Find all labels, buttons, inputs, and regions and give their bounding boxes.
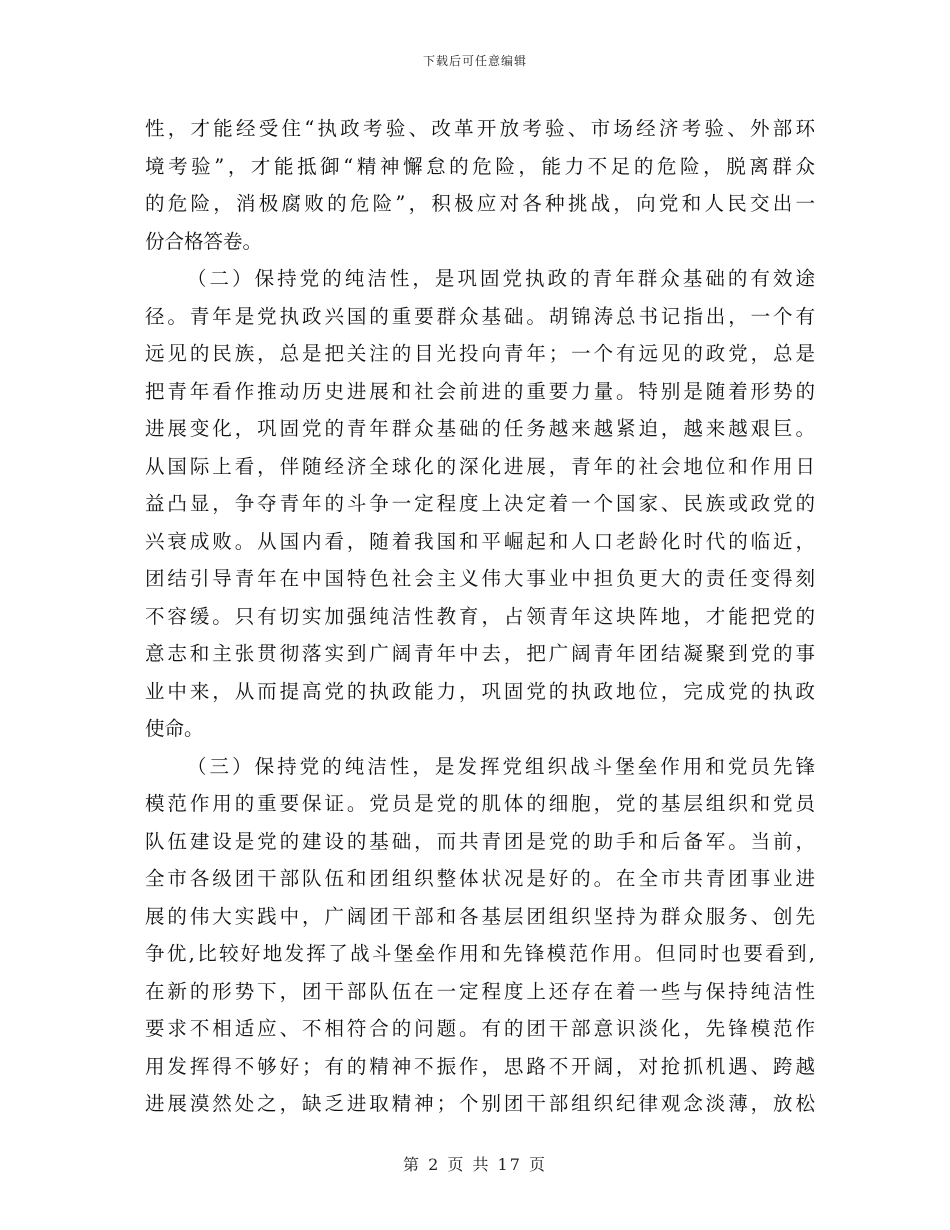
paragraph-start-line: （三）保持党的纯洁性，是发挥党组织战斗堡垒作用和党员先锋 [187, 754, 815, 778]
text-line: 团结引导青年在中国特色社会主义伟大事业中担负更大的责任变得刻 [145, 567, 815, 590]
text-line: 争优,比较好地发挥了战斗堡垒作用和先锋模范作用。但同时也要看到, [145, 942, 815, 965]
text-line: 进展漠然处之，缺乏进取精神；个别团干部组织纪律观念淡薄，放松 [145, 1092, 815, 1115]
paragraph-start-line: （二）保持党的纯洁性，是巩固党执政的青年群众基础的有效途 [187, 267, 815, 290]
text-line: 益凸显，争夺青年的斗争一定程度上决定着一个国家、民族或政党的 [145, 492, 815, 515]
text-line: 从国际上看，伴随经济全球化的深化进展，青年的社会地位和作用日 [145, 454, 815, 478]
text-line: 使命。 [145, 717, 204, 740]
text-line: 展的伟大实践中，广阔团干部和各基层团组织坚持为群众服务、创先 [145, 904, 815, 928]
text-line: 意志和主张贯彻落实到广阔青年中去，把广阔青年团结凝聚到党的事 [145, 642, 815, 665]
text-line: 队伍建设是党的建设的基础，而共青团是党的助手和后备军。当前， [145, 829, 815, 853]
page-header: 下载后可任意编辑 [422, 54, 527, 68]
document-body [145, 110, 815, 1123]
text-line: 份合格答卷。 [145, 229, 263, 253]
text-line: 要求不相适应、不相符合的问题。有的团干部意识淡化，先锋模范作 [145, 1017, 815, 1040]
text-line: 远见的民族，总是把关注的目光投向青年；一个有远见的政党，总是 [145, 342, 815, 365]
text-line: 进展变化，巩固党的青年群众基础的任务越来越紧迫，越来越艰巨。 [145, 417, 815, 440]
text-line: 不容缓。只有切实加强纯洁性教育，占领青年这块阵地，才能把党的 [145, 604, 815, 628]
page-footer: 第 2 页 共 17 页 [403, 1155, 547, 1174]
text-line: 的危险，消极腐败的危险”，积极应对各种挑战，向党和人民交出一 [145, 192, 815, 215]
text-line: 境考验”，才能抵御“精神懈怠的危险，能力不足的危险，脱离群众 [145, 154, 815, 178]
text-line: 把青年看作推动历史进展和社会前进的重要力量。特别是随着形势的 [145, 379, 815, 403]
text-line: 径。青年是党执政兴国的重要群众基础。胡锦涛总书记指出，一个有 [145, 304, 815, 328]
text-line: 兴衰成败。从国内看，随着我国和平崛起和人口老龄化时代的临近， [145, 529, 815, 553]
text-line: 业中来，从而提高党的执政能力，巩固党的执政地位，完成党的执政 [145, 679, 815, 703]
text-line: 用发挥得不够好；有的精神不振作，思路不开阔，对抢抓机遇、跨越 [145, 1054, 815, 1078]
text-line: 模范作用的重要保证。党员是党的肌体的细胞，党的基层组织和党员 [145, 792, 815, 815]
text-line: 在新的形势下，团干部队伍在一定程度上还存在着一些与保持纯洁性 [145, 979, 815, 1003]
text-line: 全市各级团干部队伍和团组织整体状况是好的。在全市共青团事业进 [145, 867, 815, 890]
text-line: 性，才能经受住“执政考验、改革开放考验、市场经济考验、外部环 [145, 117, 815, 140]
